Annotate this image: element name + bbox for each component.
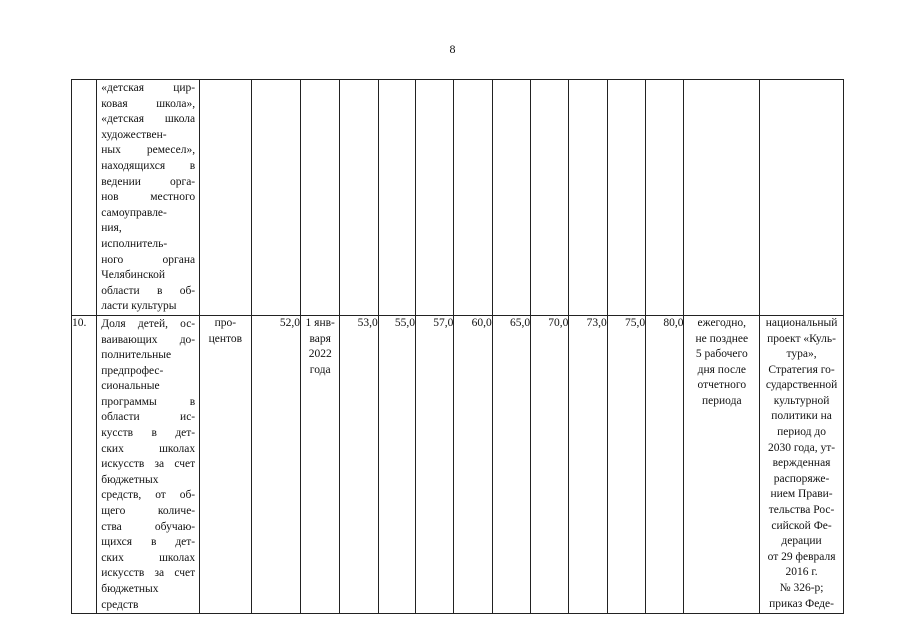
cell-empty — [569, 80, 607, 316]
table-row-10 — [72, 315, 844, 613]
indicator-name-line: средств — [101, 598, 139, 611]
source-line: сударственной — [765, 379, 838, 392]
cell-value-5: 65,0 — [492, 315, 530, 613]
cell-unit — [200, 315, 251, 613]
indicator-name-line: ковая школа», — [101, 97, 196, 110]
cell-value-3: 57,0 — [416, 315, 454, 613]
indicator-name-line: ласти культуры — [101, 300, 177, 313]
cell-empty — [607, 80, 645, 316]
cell-value-8: 75,0 — [607, 315, 645, 613]
cell-source — [760, 315, 844, 613]
indicator-name-line: области в об- — [101, 284, 196, 297]
indicator-name-line: щего количе- — [101, 505, 196, 518]
indicator-name-line: предпрофес- — [101, 364, 164, 377]
source-line: дерации — [781, 535, 822, 548]
indicator-name-line: бюджетных — [101, 473, 159, 486]
source-line: 2016 г. — [785, 566, 818, 579]
indicator-name-line: ведении орга- — [101, 175, 196, 188]
frequency-line: 5 рабочего — [695, 348, 748, 361]
indicator-name-line: исполнитель- — [101, 237, 168, 250]
source-line: национальный — [765, 316, 838, 329]
indicator-name-line: щихся в дет- — [101, 536, 196, 549]
indicator-name-line: ния, — [101, 222, 122, 235]
indicator-name-line: средств, от об- — [101, 489, 196, 502]
indicator-name-line: кусств в дет- — [101, 427, 196, 440]
cell-base-value: 52,0 — [251, 315, 300, 613]
source-line: политики на — [771, 410, 832, 423]
indicator-name-line: сиональные — [101, 380, 160, 393]
indicator-name-line: Доля детей, ос- — [101, 317, 196, 330]
indicator-name-line: бюджетных — [101, 583, 159, 595]
cell-empty — [492, 80, 530, 316]
source-line: 2030 года, ут- — [768, 441, 836, 454]
frequency-line: ежегодно, — [697, 316, 747, 329]
indicator-name-line: художествен- — [101, 128, 167, 141]
indicator-name-line: ных ремесел», — [101, 144, 196, 157]
indicator-name-line: ваивающих до- — [101, 333, 196, 346]
source-line: культурной — [773, 394, 830, 407]
source-line: распоряже- — [773, 472, 830, 485]
cell-empty — [760, 80, 844, 316]
cell-base-date — [301, 315, 340, 613]
indicator-name-line: ских школах — [101, 551, 196, 564]
unit-line: центов — [208, 332, 243, 345]
cell-index-empty — [72, 80, 97, 316]
cell-empty — [301, 80, 340, 316]
indicator-name-line: находящихся в — [101, 159, 196, 172]
cell-indicator-name-continued — [97, 80, 200, 316]
base-date-line: 1 янв- — [305, 316, 335, 329]
cell-value-7: 73,0 — [569, 315, 607, 613]
source-line: нием Прави- — [770, 488, 833, 501]
cell-value-2: 55,0 — [378, 315, 415, 613]
base-date-line: 2022 — [308, 348, 332, 361]
unit-line: про- — [214, 316, 237, 329]
source-line: тельства Рос- — [768, 504, 835, 517]
source-line: Стратегия го- — [768, 363, 835, 376]
indicator-name-line: области ис- — [101, 411, 196, 424]
source-line: тура», — [786, 348, 817, 361]
indicator-name-line: ских школах — [101, 442, 196, 455]
cell-empty — [416, 80, 454, 316]
base-date-line: года — [309, 363, 331, 376]
base-date-line: варя — [309, 332, 331, 345]
cell-empty — [340, 80, 378, 316]
table-row-continued — [72, 80, 844, 316]
source-line: сийской Фе- — [771, 519, 832, 532]
source-line: № 326-р; — [779, 582, 824, 594]
indicator-name-line: ства обучаю- — [101, 520, 196, 533]
indicators-table — [71, 79, 844, 614]
source-line: от 29 февраля — [767, 550, 836, 563]
cell-empty — [200, 80, 251, 316]
cell-value-6: 70,0 — [531, 315, 569, 613]
source-line: приказ Феде- — [769, 597, 834, 610]
indicator-name-line: самоуправле- — [101, 206, 167, 219]
cell-empty — [531, 80, 569, 316]
cell-empty — [684, 80, 760, 316]
cell-frequency — [684, 315, 760, 613]
indicator-name-line: Челябинской — [101, 269, 165, 282]
source-line: период до — [777, 426, 827, 439]
cell-value-1: 53,0 — [340, 315, 378, 613]
indicator-name-line: искусств за счет — [101, 458, 196, 471]
cell-indicator-name — [97, 315, 200, 613]
cell-value-4: 60,0 — [454, 315, 492, 613]
indicator-name-line: программы в — [101, 395, 196, 408]
indicator-name-line: «детская цир- — [101, 82, 196, 94]
frequency-line: дня после — [697, 363, 746, 376]
cell-empty — [454, 80, 492, 316]
indicator-name-line: искусств за счет — [101, 567, 196, 580]
cell-empty — [251, 80, 300, 316]
source-line: проект «Куль- — [767, 332, 836, 345]
indicator-name-line: «детская школа — [101, 113, 196, 126]
cell-empty — [378, 80, 415, 316]
cell-empty — [646, 80, 684, 316]
cell-value-9: 80,0 — [646, 315, 684, 613]
frequency-line: периода — [702, 394, 742, 407]
cell-index: 10. — [72, 315, 97, 613]
page-number: 8 — [449, 42, 456, 56]
indicator-name-line: ного органа — [101, 253, 196, 266]
indicator-name-line: полнительные — [101, 349, 172, 362]
frequency-line: отчетного — [697, 379, 747, 392]
indicator-name-line: нов местного — [101, 191, 196, 204]
frequency-line: не позднее — [695, 332, 749, 345]
source-line: вержденная — [772, 457, 831, 470]
